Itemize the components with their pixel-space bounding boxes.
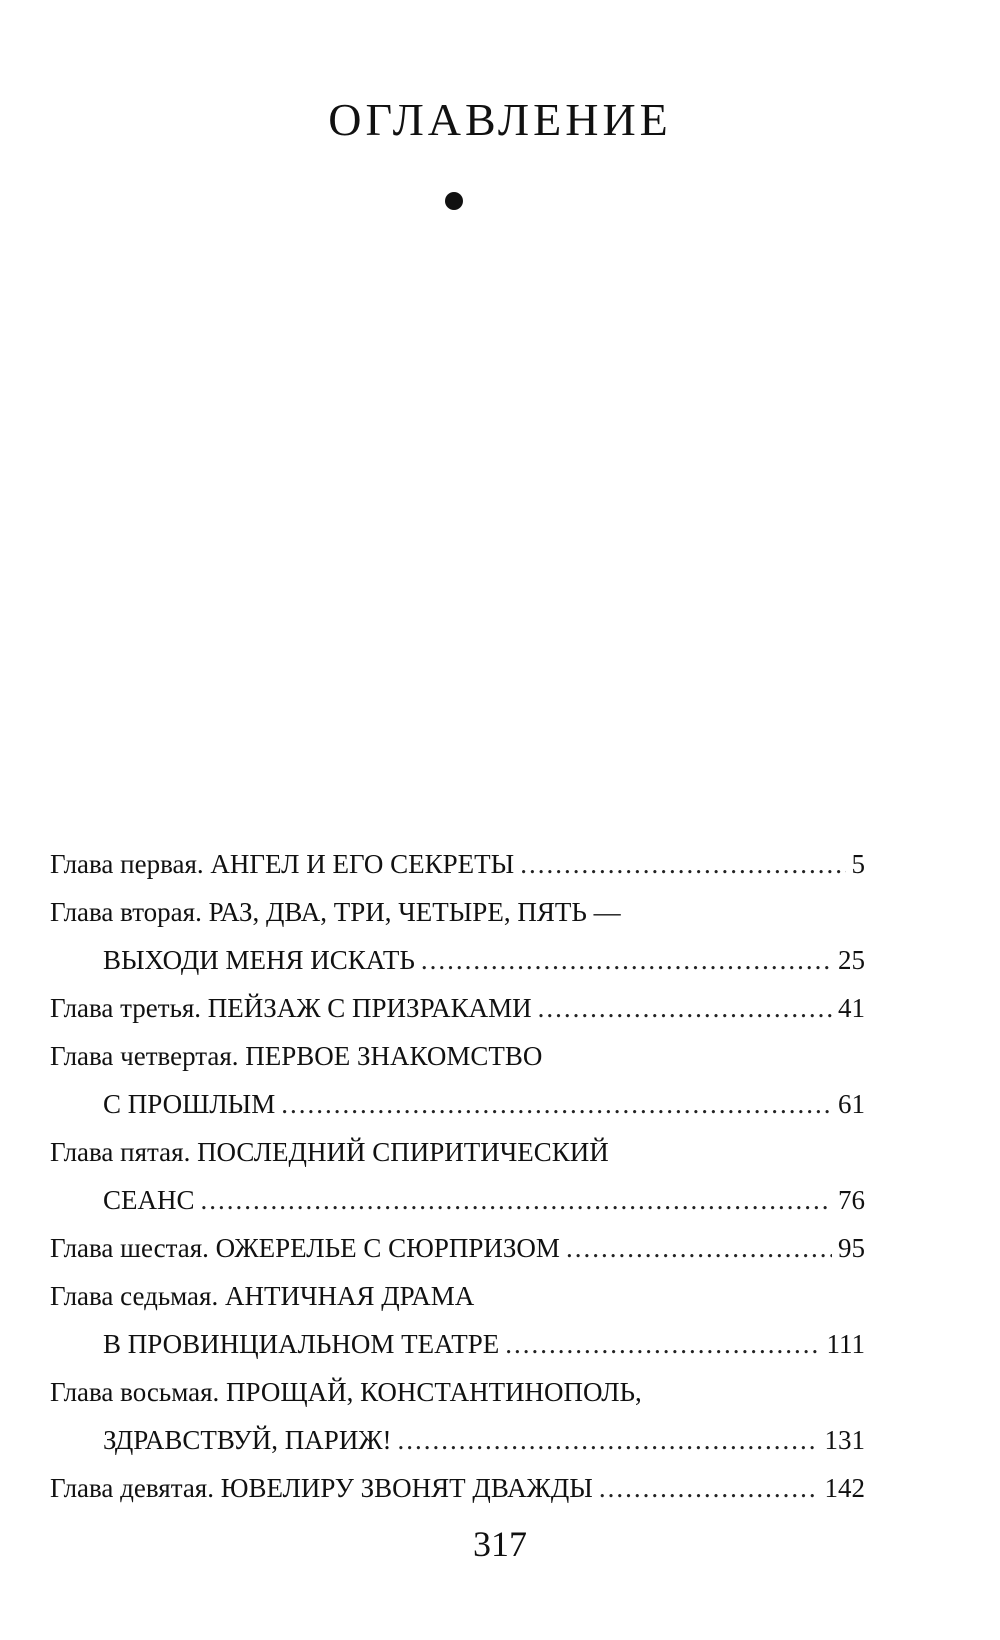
toc-entry-page: 61 — [838, 1089, 865, 1119]
toc-entry-title-continued: ВЫХОДИ МЕНЯ ИСКАТЬ — [103, 945, 415, 975]
toc-leader-dots — [538, 984, 832, 1032]
toc-entry — [50, 1032, 865, 1128]
toc-line — [50, 840, 865, 888]
toc-entry-title: Глава первая. АНГЕЛ И ЕГО СЕКРЕТЫ — [50, 849, 515, 879]
toc-line — [50, 1464, 865, 1512]
toc-entry-page: 41 — [838, 993, 865, 1023]
toc-entry-title: Глава пятая. ПОСЛЕДНИЙ СПИРИТИЧЕСКИЙ — [50, 1137, 609, 1167]
toc-entry — [50, 840, 865, 888]
toc-entry-page: 111 — [826, 1329, 865, 1359]
toc-line-continued — [50, 1416, 865, 1464]
toc-entry-page: 95 — [838, 1233, 865, 1263]
toc-entry-page: 25 — [838, 945, 865, 975]
toc-line — [50, 1128, 865, 1176]
toc-entry-page: 5 — [851, 849, 865, 879]
toc-leader-dots — [281, 1080, 832, 1128]
toc-entry-page: 76 — [838, 1185, 865, 1215]
toc-entry-title: Глава четвертая. ПЕРВОЕ ЗНАКОМСТВО — [50, 1041, 543, 1071]
toc-entry-title-continued: С ПРОШЛЫМ — [103, 1089, 276, 1119]
toc-entry-title-continued: СЕАНС — [103, 1185, 195, 1215]
table-of-contents — [50, 840, 865, 1512]
page-title: ОГЛАВЛЕНИЕ — [328, 94, 672, 145]
toc-entry — [50, 1272, 865, 1368]
toc-entry — [50, 1128, 865, 1224]
toc-entry-title: Глава седьмая. АНТИЧНАЯ ДРАМА — [50, 1281, 475, 1311]
toc-line — [50, 1032, 865, 1080]
toc-entry-title-continued: ЗДРАВСТВУЙ, ПАРИЖ! — [103, 1425, 392, 1455]
toc-entry — [50, 888, 865, 984]
toc-entry-title: Глава вторая. РАЗ, ДВА, ТРИ, ЧЕТЫРЕ, ПЯТЬ — — [50, 897, 621, 927]
toc-entry-title: Глава восьмая. ПРОЩАЙ, КОНСТАНТИНОПОЛЬ, — [50, 1377, 642, 1407]
toc-line — [50, 1224, 865, 1272]
toc-leader-dots — [421, 936, 832, 984]
toc-line — [50, 1272, 865, 1320]
toc-entry — [50, 1464, 865, 1512]
toc-leader-dots — [398, 1416, 819, 1464]
toc-leader-dots — [566, 1224, 832, 1272]
toc-entry-page: 142 — [824, 1473, 865, 1503]
toc-entry — [50, 1224, 865, 1272]
toc-entry — [50, 984, 865, 1032]
toc-line-continued — [50, 1080, 865, 1128]
toc-entry-title: Глава девятая. ЮВЕЛИРУ ЗВОНЯТ ДВАЖДЫ — [50, 1473, 593, 1503]
toc-entry-title-continued: В ПРОВИНЦИАЛЬНОМ ТЕАТРЕ — [103, 1329, 500, 1359]
toc-line — [50, 1368, 865, 1416]
toc-entry-page: 131 — [824, 1425, 865, 1455]
toc-leader-dots — [599, 1464, 819, 1512]
toc-line-continued — [50, 1320, 865, 1368]
toc-line-continued — [50, 1176, 865, 1224]
ornament-bullet-icon — [445, 192, 463, 210]
toc-entry — [50, 1368, 865, 1464]
toc-line-continued — [50, 936, 865, 984]
toc-leader-dots — [505, 1320, 820, 1368]
toc-entry-title: Глава шестая. ОЖЕРЕЛЬЕ С СЮРПРИЗОМ — [50, 1233, 560, 1263]
page-number: 317 — [473, 1524, 527, 1564]
toc-line — [50, 888, 865, 936]
toc-entry-title: Глава третья. ПЕЙЗАЖ С ПРИЗРАКАМИ — [50, 993, 532, 1023]
toc-line — [50, 984, 865, 1032]
toc-leader-dots — [520, 840, 845, 888]
toc-leader-dots — [201, 1176, 832, 1224]
